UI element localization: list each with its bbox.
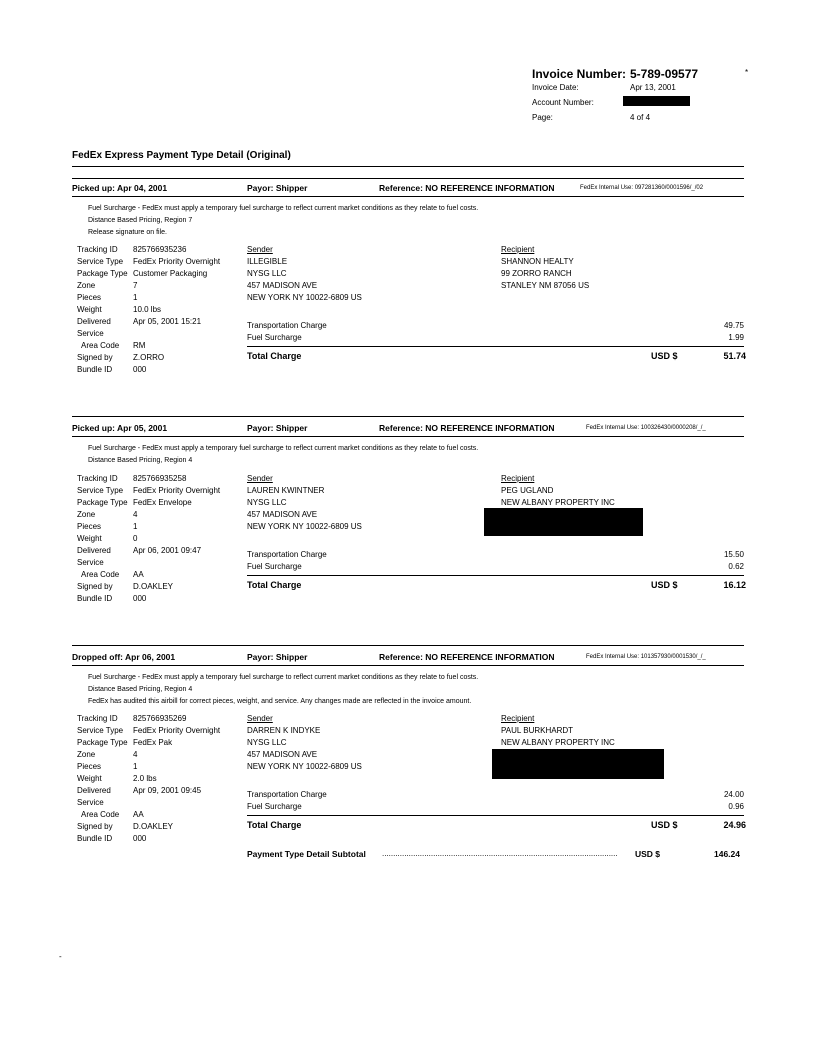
subtotal-label: Payment Type Detail Subtotal bbox=[247, 849, 366, 859]
delivered: Apr 09, 2001 09:45 bbox=[133, 786, 202, 795]
sender-line: 457 MADISON AVE bbox=[247, 750, 318, 759]
note: Fuel Surcharge - FedEx must apply a temporary fuel surcharge to reflect current market conditions as they relate to fuel costs. bbox=[88, 445, 479, 452]
pickup-date: Dropped off: Apr 06, 2001 bbox=[72, 652, 176, 662]
zone: 4 bbox=[133, 510, 138, 519]
package-type-label: Package Type bbox=[77, 498, 128, 507]
delivered: Apr 05, 2001 15:21 bbox=[133, 317, 202, 326]
internal-use: FedEx Internal Use: 100326430/0000208/_/_ bbox=[586, 425, 706, 431]
transportation-charge-label: Transportation Charge bbox=[247, 790, 327, 799]
bundle-id: 000 bbox=[133, 834, 147, 843]
recipient-line: PEG UGLAND bbox=[501, 486, 554, 495]
recipient-line: PAUL BURKHARDT bbox=[501, 726, 574, 735]
footer-mark: - bbox=[59, 952, 62, 961]
pieces-label: Pieces bbox=[77, 522, 102, 531]
package-type: Customer Packaging bbox=[133, 269, 208, 278]
weight: 10.0 lbs bbox=[133, 305, 162, 314]
weight-label: Weight bbox=[77, 534, 102, 543]
fuel-surcharge-label: Fuel Surcharge bbox=[247, 333, 302, 342]
note: Distance Based Pricing, Region 4 bbox=[88, 457, 193, 464]
pieces: 1 bbox=[133, 522, 138, 531]
reference: Reference: NO REFERENCE INFORMATION bbox=[379, 423, 555, 433]
subtotal-dot-leader: .......................................................................................................... bbox=[382, 849, 618, 858]
pickup-date: Picked up: Apr 04, 2001 bbox=[72, 183, 168, 193]
pickup-date: Picked up: Apr 05, 2001 bbox=[72, 423, 168, 433]
note: Distance Based Pricing, Region 7 bbox=[88, 217, 193, 224]
shipment-header-rule bbox=[72, 665, 744, 666]
tracking-id: 825766935258 bbox=[133, 474, 187, 483]
total-charge: 16.12 bbox=[723, 580, 746, 590]
recipient-line: NEW ALBANY PROPERTY INC bbox=[501, 738, 615, 747]
service-type: FedEx Priority Overnight bbox=[133, 257, 221, 266]
subtotal-value: 146.24 bbox=[714, 849, 740, 859]
delivered-label: Delivered bbox=[77, 317, 111, 326]
transportation-charge-label: Transportation Charge bbox=[247, 321, 327, 330]
tracking-id-label: Tracking ID bbox=[77, 714, 118, 723]
fuel-surcharge: 0.96 bbox=[728, 802, 744, 811]
sender-line: 457 MADISON AVE bbox=[247, 510, 318, 519]
signed-by: D.OAKLEY bbox=[133, 822, 174, 831]
page-title: FedEx Express Payment Type Detail (Original) bbox=[72, 150, 291, 161]
tracking-id-label: Tracking ID bbox=[77, 245, 118, 254]
internal-use: FedEx Internal Use: 101357930/0001530/_/_ bbox=[586, 654, 706, 660]
bundle-id-label: Bundle ID bbox=[77, 594, 113, 603]
package-type: FedEx Pak bbox=[133, 738, 173, 747]
transportation-charge: 49.75 bbox=[723, 321, 744, 330]
fuel-surcharge: 1.99 bbox=[728, 333, 744, 342]
invoice-date-label: Invoice Date: bbox=[532, 83, 579, 92]
total-rule bbox=[247, 346, 744, 347]
total-currency: USD $ bbox=[651, 351, 678, 361]
tracking-id-label: Tracking ID bbox=[77, 474, 118, 483]
note: Fuel Surcharge - FedEx must apply a temporary fuel surcharge to reflect current market conditions as they relate to fuel costs. bbox=[88, 674, 479, 681]
account-number-label: Account Number: bbox=[532, 98, 594, 107]
bundle-id: 000 bbox=[133, 365, 147, 374]
shipment-header-rule bbox=[72, 436, 744, 437]
title-rule bbox=[72, 166, 744, 167]
page-label: Page: bbox=[532, 113, 553, 122]
recipient-line: SHANNON HEALTY bbox=[501, 257, 574, 266]
payor: Payor: Shipper bbox=[247, 183, 308, 193]
tracking-id: 825766935269 bbox=[133, 714, 187, 723]
recipient-line: STANLEY NM 87056 US bbox=[501, 281, 590, 290]
package-type-label: Package Type bbox=[77, 738, 128, 747]
reference: Reference: NO REFERENCE INFORMATION bbox=[379, 183, 555, 193]
zone-label: Zone bbox=[77, 281, 96, 290]
total-currency: USD $ bbox=[651, 580, 678, 590]
bundle-id: 000 bbox=[133, 594, 147, 603]
delivered-label: Delivered bbox=[77, 546, 111, 555]
sender-line: NEW YORK NY 10022-6809 US bbox=[247, 522, 362, 531]
signed-by: Z.ORRO bbox=[133, 353, 165, 362]
note: Distance Based Pricing, Region 4 bbox=[88, 686, 193, 693]
pieces-label: Pieces bbox=[77, 762, 102, 771]
total-rule bbox=[247, 815, 744, 816]
fuel-surcharge: 0.62 bbox=[728, 562, 744, 571]
pieces: 1 bbox=[133, 293, 138, 302]
signed-by-label: Signed by bbox=[77, 582, 113, 591]
service-label: Service bbox=[77, 329, 104, 338]
delivered: Apr 06, 2001 09:47 bbox=[133, 546, 202, 555]
transportation-charge: 24.00 bbox=[723, 790, 744, 799]
fuel-surcharge-label: Fuel Surcharge bbox=[247, 562, 302, 571]
sender-line: DARREN K INDYKE bbox=[247, 726, 321, 735]
weight: 2.0 lbs bbox=[133, 774, 157, 783]
sender-line: NEW YORK NY 10022-6809 US bbox=[247, 762, 362, 771]
weight: 0 bbox=[133, 534, 138, 543]
payor: Payor: Shipper bbox=[247, 423, 308, 433]
transportation-charge-label: Transportation Charge bbox=[247, 550, 327, 559]
recipient-label: Recipient bbox=[501, 474, 535, 483]
total-charge: 51.74 bbox=[723, 351, 746, 361]
shipment-top-rule bbox=[72, 416, 744, 417]
area-code-label: Area Code bbox=[81, 341, 120, 350]
invoice-date: Apr 13, 2001 bbox=[630, 83, 676, 92]
area-code-label: Area Code bbox=[81, 810, 120, 819]
signed-by-label: Signed by bbox=[77, 353, 113, 362]
sender-label: Sender bbox=[247, 714, 273, 723]
tracking-id: 825766935236 bbox=[133, 245, 187, 254]
bundle-id-label: Bundle ID bbox=[77, 365, 113, 374]
sender-line: NEW YORK NY 10022-6809 US bbox=[247, 293, 362, 302]
zone-label: Zone bbox=[77, 750, 96, 759]
area-code: RM bbox=[133, 341, 146, 350]
recipient-line: NEW ALBANY PROPERTY INC bbox=[501, 498, 615, 507]
corner-mark: * bbox=[745, 68, 749, 77]
sender-line: LAUREN KWINTNER bbox=[247, 486, 325, 495]
package-type-label: Package Type bbox=[77, 269, 128, 278]
shipment-header-rule bbox=[72, 196, 744, 197]
reference: Reference: NO REFERENCE INFORMATION bbox=[379, 652, 555, 662]
internal-use: FedEx Internal Use: 097281360/0001596/_/02 bbox=[580, 185, 704, 191]
service-type: FedEx Priority Overnight bbox=[133, 486, 221, 495]
signed-by-label: Signed by bbox=[77, 822, 113, 831]
sender-line: NYSG LLC bbox=[247, 498, 287, 507]
service-type-label: Service Type bbox=[77, 257, 124, 266]
recipient-line: 99 ZORRO RANCH bbox=[501, 269, 572, 278]
note: FedEx has audited this airbill for correct pieces, weight, and service. Any changes made are reflected in the invoice amount. bbox=[88, 698, 472, 705]
sender-label: Sender bbox=[247, 474, 273, 483]
sender-label: Sender bbox=[247, 245, 273, 254]
area-code-label: Area Code bbox=[81, 570, 120, 579]
package-type: FedEx Envelope bbox=[133, 498, 192, 507]
note: Fuel Surcharge - FedEx must apply a temporary fuel surcharge to reflect current market conditions as they relate to fuel costs. bbox=[88, 205, 479, 212]
total-rule bbox=[247, 575, 744, 576]
page-value: 4 of 4 bbox=[630, 113, 651, 122]
total-charge-label: Total Charge bbox=[247, 580, 302, 590]
zone: 4 bbox=[133, 750, 138, 759]
transportation-charge: 15.50 bbox=[723, 550, 744, 559]
area-code: AA bbox=[133, 570, 144, 579]
total-charge-label: Total Charge bbox=[247, 820, 302, 830]
sender-line: 457 MADISON AVE bbox=[247, 281, 318, 290]
note: Release signature on file. bbox=[88, 229, 167, 236]
recipient-label: Recipient bbox=[501, 245, 535, 254]
recipient-address-redaction bbox=[492, 749, 664, 779]
account-number-redaction bbox=[623, 96, 690, 106]
shipment-top-rule bbox=[72, 645, 744, 646]
fuel-surcharge-label: Fuel Surcharge bbox=[247, 802, 302, 811]
recipient-label: Recipient bbox=[501, 714, 535, 723]
zone-label: Zone bbox=[77, 510, 96, 519]
recipient-address-redaction bbox=[484, 508, 643, 536]
subtotal-currency: USD $ bbox=[635, 849, 661, 859]
service-label: Service bbox=[77, 798, 104, 807]
sender-line: NYSG LLC bbox=[247, 269, 287, 278]
sender-line: ILLEGIBLE bbox=[247, 257, 288, 266]
bundle-id-label: Bundle ID bbox=[77, 834, 113, 843]
payor: Payor: Shipper bbox=[247, 652, 308, 662]
weight-label: Weight bbox=[77, 774, 102, 783]
total-charge: 24.96 bbox=[723, 820, 746, 830]
service-type-label: Service Type bbox=[77, 486, 124, 495]
shipment-top-rule bbox=[72, 178, 744, 179]
pieces: 1 bbox=[133, 762, 138, 771]
signed-by: D.OAKLEY bbox=[133, 582, 174, 591]
pieces-label: Pieces bbox=[77, 293, 102, 302]
zone: 7 bbox=[133, 281, 138, 290]
service-type: FedEx Priority Overnight bbox=[133, 726, 221, 735]
total-charge-label: Total Charge bbox=[247, 351, 302, 361]
area-code: AA bbox=[133, 810, 144, 819]
total-currency: USD $ bbox=[651, 820, 678, 830]
service-type-label: Service Type bbox=[77, 726, 124, 735]
delivered-label: Delivered bbox=[77, 786, 111, 795]
invoice-number: 5-789-09577 bbox=[630, 67, 699, 81]
sender-line: NYSG LLC bbox=[247, 738, 287, 747]
service-label: Service bbox=[77, 558, 104, 567]
weight-label: Weight bbox=[77, 305, 102, 314]
invoice-number-label: Invoice Number: bbox=[532, 67, 627, 81]
